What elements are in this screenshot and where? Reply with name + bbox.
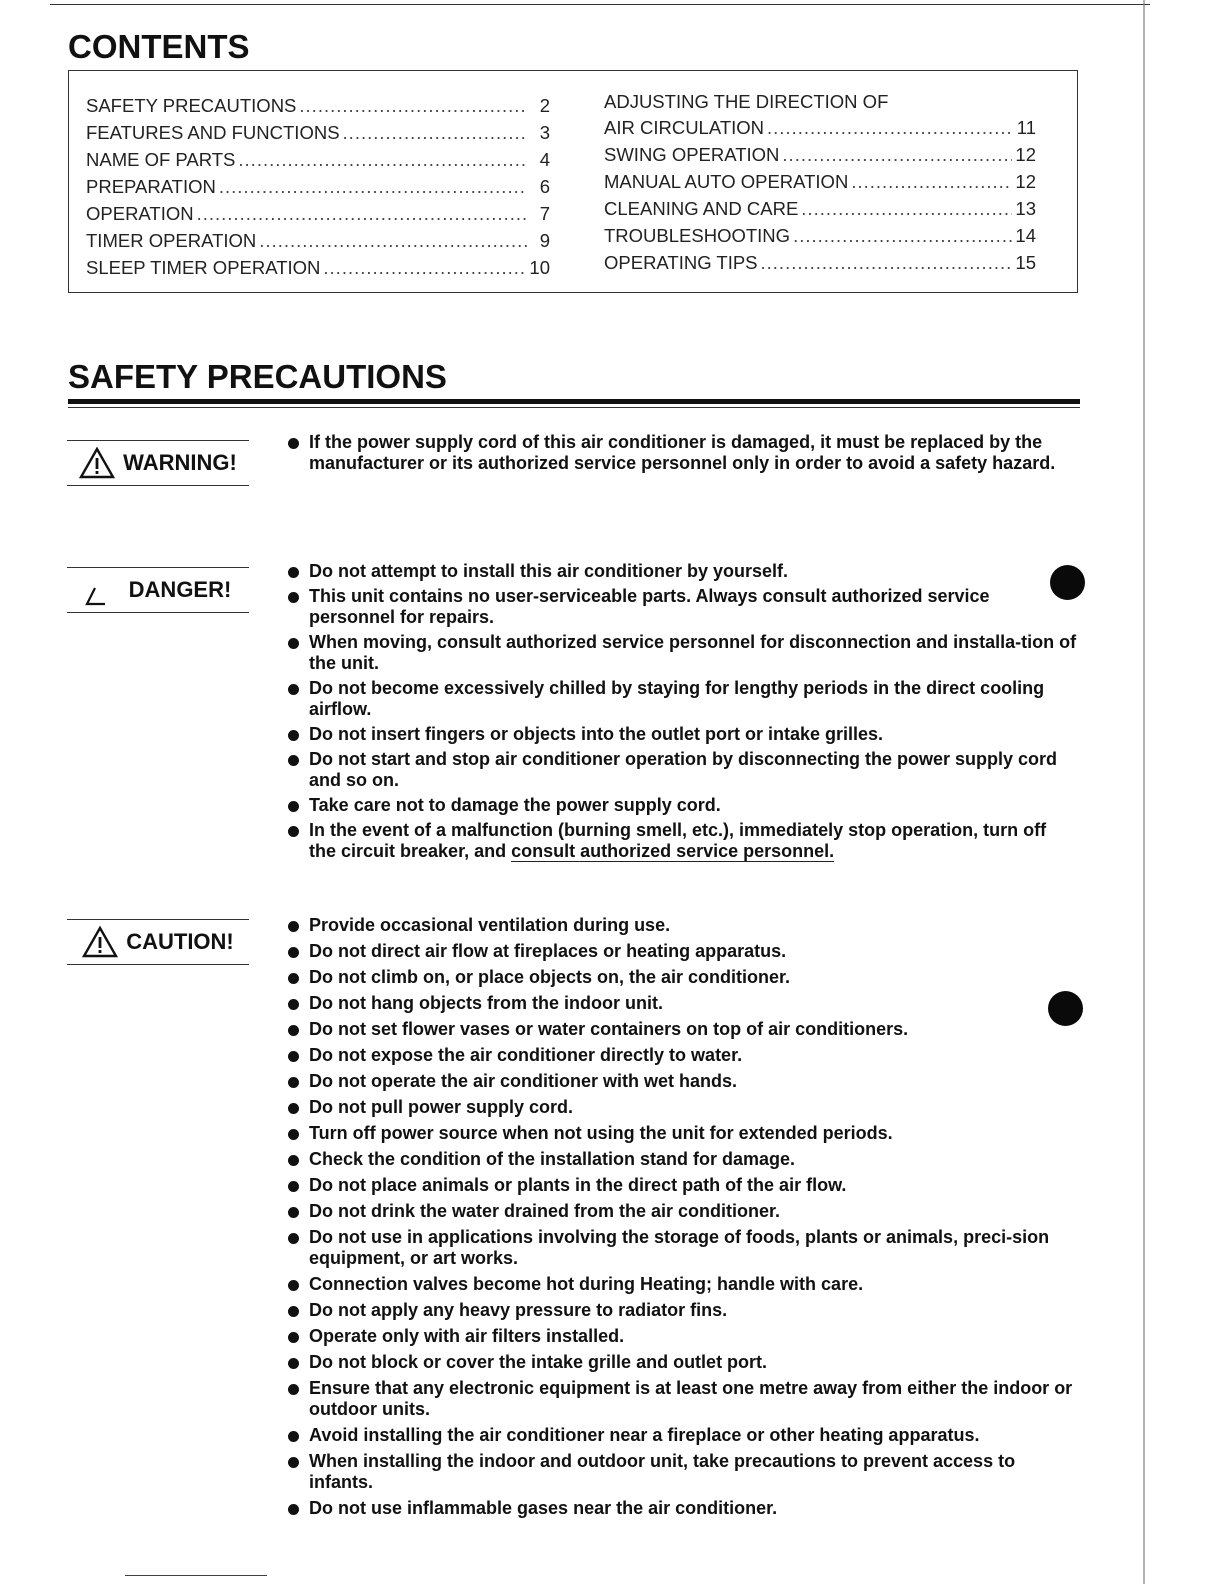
caution-item: Do not use in applications involving the storage of foods, plants or animals, preci-sion equipment, or art works. (287, 1227, 1077, 1269)
danger-item: Take care not to damage the power supply cord. (287, 795, 1077, 816)
toc-entry[interactable]: SWING OPERATION ..... 12 (604, 144, 1036, 168)
caution-label: CAUTION! (67, 919, 249, 965)
caution-item: Do not expose the air conditioner directly to water. (287, 1045, 1077, 1066)
binder-hole-mark (1048, 991, 1083, 1026)
toc-entry[interactable]: TROUBLESHOOTING ..... 14 (604, 225, 1036, 249)
scan-edge (1143, 0, 1145, 1584)
toc-entry[interactable]: PREPARATION ..... 6 (86, 176, 550, 200)
danger-list (287, 561, 1077, 866)
toc-box (68, 70, 1078, 293)
caution-item: Do not set flower vases or water containers on top of air conditioners. (287, 1019, 1077, 1040)
caution-item: Ensure that any electronic equipment is at least one metre away from either the indoor or outdoor units. (287, 1378, 1077, 1420)
heading-rule-thin (68, 407, 1080, 408)
caution-item: Check the condition of the installation stand for damage. (287, 1149, 1077, 1170)
warning-label: WARNING! (67, 440, 249, 486)
toc-entry[interactable]: MANUAL AUTO OPERATION ..... 12 (604, 171, 1036, 195)
danger-item: Do not insert fingers or objects into the outlet port or intake grilles. (287, 724, 1077, 745)
danger-label: DANGER! (67, 567, 249, 613)
toc-entry[interactable]: OPERATION ..... 7 (86, 203, 550, 227)
caution-item: Operate only with air filters installed. (287, 1326, 1077, 1347)
warning-item: If the power supply cord of this air conditioner is damaged, it must be replaced by the manufacturer or its authorized service personnel only in order to avoid a safety hazard. (287, 432, 1077, 474)
caution-item: Do not climb on, or place objects on, the air conditioner. (287, 967, 1077, 988)
consult-personnel-underlined: consult authorized service personnel. (511, 841, 835, 861)
caution-item: Provide occasional ventilation during use. (287, 915, 1077, 936)
toc-entry[interactable]: AIR CIRCULATION ..... 11 (604, 117, 1036, 141)
caution-triangle-icon (82, 926, 118, 958)
danger-item: Do not become excessively chilled by staying for lengthy periods in the direct cooling airflow. (287, 678, 1077, 720)
toc-heading: ADJUSTING THE DIRECTION OF (604, 91, 889, 112)
toc-entry[interactable]: OPERATING TIPS ..... 15 (604, 252, 1036, 276)
caution-item: Do not use inflammable gases near the air conditioner. (287, 1498, 1077, 1519)
toc-entry[interactable]: SAFETY PRECAUTIONS ..... 2 (86, 95, 550, 119)
toc-entry[interactable]: TIMER OPERATION ..... 9 (86, 230, 550, 254)
caution-list (287, 915, 1077, 1524)
toc-entry[interactable]: FEATURES AND FUNCTIONS ..... 3 (86, 122, 550, 146)
caution-item: Do not place animals or plants in the direct path of the air flow. (287, 1175, 1077, 1196)
warning-list (287, 432, 1077, 474)
toc-entry[interactable]: NAME OF PARTS ..... 4 (86, 149, 550, 173)
top-rule (50, 4, 1150, 5)
danger-item: This unit contains no user-serviceable parts. Always consult authorized service personnel for repairs. (287, 586, 1077, 628)
binder-hole-mark (1050, 565, 1085, 600)
caution-item: Do not pull power supply cord. (287, 1097, 1077, 1118)
contents-title: CONTENTS (68, 28, 250, 65)
caution-item: Do not hang objects from the indoor unit. (287, 993, 1077, 1014)
danger-triangle-icon (85, 574, 121, 606)
heading-rule (68, 399, 1080, 404)
warning-triangle-icon (79, 447, 115, 479)
caution-item: Turn off power source when not using the unit for extended periods. (287, 1123, 1077, 1144)
danger-item: Do not start and stop air conditioner operation by disconnecting the power supply cord and so on. (287, 749, 1077, 791)
danger-item-malfunction: In the event of a malfunction (burning smell, etc.), immediately stop operation, turn off the circuit breaker, and consult authorized service personnel. (287, 820, 1077, 862)
caution-item: Connection valves become hot during Heating; handle with care. (287, 1274, 1077, 1295)
caution-item: When installing the indoor and outdoor unit, take precautions to prevent access to infants. (287, 1451, 1077, 1493)
caution-item: Do not apply any heavy pressure to radiator fins. (287, 1300, 1077, 1321)
toc-entry[interactable]: CLEANING AND CARE ..... 13 (604, 198, 1036, 222)
toc-entry[interactable]: SLEEP TIMER OPERATION ..... 10 (86, 257, 550, 281)
bottom-rule (125, 1575, 267, 1576)
danger-item: Do not attempt to install this air conditioner by yourself. (287, 561, 1077, 582)
caution-item: Do not operate the air conditioner with wet hands. (287, 1071, 1077, 1092)
caution-item: Do not drink the water drained from the air conditioner. (287, 1201, 1077, 1222)
caution-item: Do not direct air flow at fireplaces or heating apparatus. (287, 941, 1077, 962)
caution-item: Avoid installing the air conditioner near a fireplace or other heating apparatus. (287, 1425, 1077, 1446)
danger-item: When moving, consult authorized service personnel for disconnection and installa-tion of the unit. (287, 632, 1077, 674)
safety-title: SAFETY PRECAUTIONS (68, 358, 447, 395)
caution-item: Do not block or cover the intake grille and outlet port. (287, 1352, 1077, 1373)
